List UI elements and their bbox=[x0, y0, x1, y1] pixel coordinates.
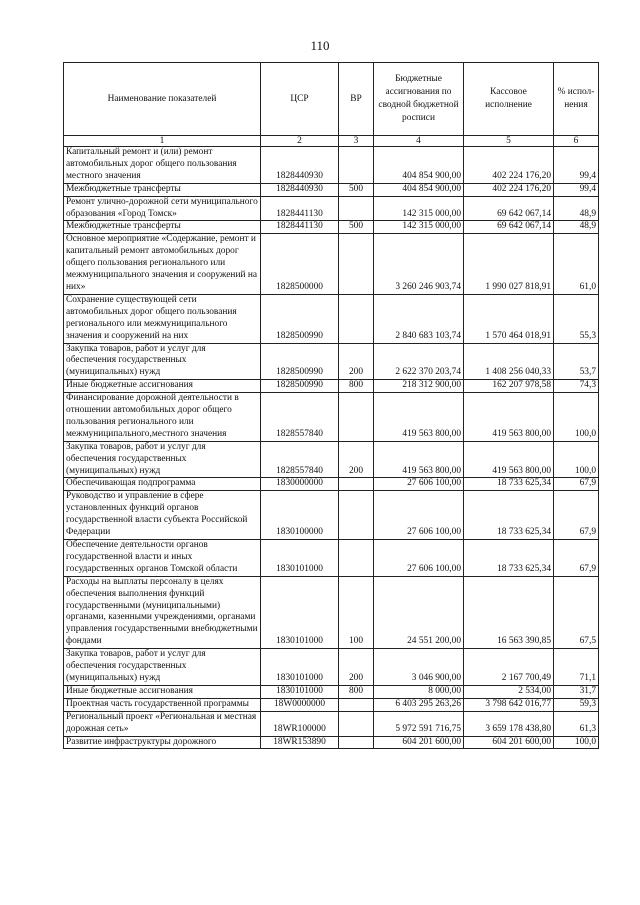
table-row bbox=[64, 343, 599, 380]
row-vr-cell: 200 bbox=[339, 441, 374, 478]
column-number-row bbox=[64, 136, 599, 147]
column-number: 5 bbox=[464, 136, 554, 147]
row-csr-cell: 1830101000 bbox=[261, 576, 339, 648]
column-number: 2 bbox=[261, 136, 339, 147]
row-name-cell: Межбюджетные трансферты bbox=[64, 221, 261, 234]
header-pct: % испол-нения bbox=[554, 63, 599, 136]
row-budget-cell: 5 972 591 716,75 bbox=[374, 711, 464, 736]
row-csr-cell: 1828440930 bbox=[261, 183, 339, 196]
row-pct-cell: 61,3 bbox=[554, 711, 599, 736]
row-vr-cell bbox=[339, 540, 374, 577]
row-pct-cell: 61,0 bbox=[554, 234, 599, 295]
row-cash-cell: 2 167 700,49 bbox=[464, 649, 554, 686]
row-csr-cell: 1828441130 bbox=[261, 221, 339, 234]
table-row bbox=[64, 711, 599, 736]
row-cash-cell: 2 534,00 bbox=[464, 685, 554, 698]
header-budget: Бюджетные ассигнования по сводной бюджетной росписи bbox=[374, 63, 464, 136]
row-pct-cell: 48,9 bbox=[554, 196, 599, 221]
row-vr-cell: 200 bbox=[339, 343, 374, 380]
row-csr-cell: 1830101000 bbox=[261, 649, 339, 686]
row-vr-cell: 800 bbox=[339, 685, 374, 698]
row-csr-cell: 1830101000 bbox=[261, 685, 339, 698]
row-cash-cell: 604 201 600,00 bbox=[464, 736, 554, 749]
row-pct-cell: 67,9 bbox=[554, 491, 599, 540]
table-row bbox=[64, 576, 599, 648]
row-vr-cell bbox=[339, 698, 374, 711]
row-vr-cell: 800 bbox=[339, 380, 374, 393]
row-pct-cell: 48,9 bbox=[554, 221, 599, 234]
row-name-cell: Проектная часть государственной программы bbox=[64, 698, 261, 711]
header-cash: Кассовое исполнение bbox=[464, 63, 554, 136]
row-cash-cell: 3 659 178 438,80 bbox=[464, 711, 554, 736]
row-name-cell: Расходы на выплаты персоналу в целях обеспечения выполнения функций государственными (муниципальными) органами, казенными учреждениями, органами управления государственными внебюджетными фондами bbox=[64, 576, 261, 648]
table-row bbox=[64, 649, 599, 686]
row-budget-cell: 3 046 900,00 bbox=[374, 649, 464, 686]
row-vr-cell bbox=[339, 393, 374, 442]
row-csr-cell: 1828557840 bbox=[261, 441, 339, 478]
row-vr-cell: 500 bbox=[339, 183, 374, 196]
table-row bbox=[64, 380, 599, 393]
table-row bbox=[64, 234, 599, 295]
table-header-row bbox=[64, 63, 599, 136]
row-budget-cell: 6 403 295 263,26 bbox=[374, 698, 464, 711]
row-budget-cell: 142 315 000,00 bbox=[374, 221, 464, 234]
row-pct-cell: 71,1 bbox=[554, 649, 599, 686]
row-cash-cell: 16 563 390,85 bbox=[464, 576, 554, 648]
row-cash-cell: 162 207 978,58 bbox=[464, 380, 554, 393]
row-vr-cell bbox=[339, 491, 374, 540]
budget-execution-table bbox=[63, 62, 599, 749]
row-budget-cell: 419 563 800,00 bbox=[374, 441, 464, 478]
row-pct-cell: 55,3 bbox=[554, 294, 599, 343]
row-pct-cell: 99,4 bbox=[554, 147, 599, 184]
row-cash-cell: 402 224 176,20 bbox=[464, 147, 554, 184]
column-number: 1 bbox=[64, 136, 261, 147]
row-csr-cell: 1828440930 bbox=[261, 147, 339, 184]
row-budget-cell: 27 606 100,00 bbox=[374, 540, 464, 577]
row-pct-cell: 67,5 bbox=[554, 576, 599, 648]
row-csr-cell: 1830101000 bbox=[261, 540, 339, 577]
row-cash-cell: 419 563 800,00 bbox=[464, 441, 554, 478]
table-row bbox=[64, 736, 599, 749]
row-name-cell: Основное мероприятие «Содержание, ремонт и капитальный ремонт автомобильных дорог общего пользования регионального или межмуниципального значения и сооружений на них» bbox=[64, 234, 261, 295]
row-name-cell: Руководство и управление в сфере установленных функций органов государственной власти субъекта Российской Федерации bbox=[64, 491, 261, 540]
row-cash-cell: 3 798 642 016,77 bbox=[464, 698, 554, 711]
row-budget-cell: 27 606 100,00 bbox=[374, 478, 464, 491]
row-cash-cell: 1 570 464 018,91 bbox=[464, 294, 554, 343]
row-vr-cell bbox=[339, 234, 374, 295]
row-cash-cell: 402 224 176,20 bbox=[464, 183, 554, 196]
row-csr-cell: 1830100000 bbox=[261, 491, 339, 540]
row-cash-cell: 69 642 067,14 bbox=[464, 221, 554, 234]
row-vr-cell: 500 bbox=[339, 221, 374, 234]
row-budget-cell: 3 260 246 903,74 bbox=[374, 234, 464, 295]
row-vr-cell bbox=[339, 478, 374, 491]
row-pct-cell: 67,9 bbox=[554, 540, 599, 577]
table-row bbox=[64, 183, 599, 196]
row-pct-cell: 99,4 bbox=[554, 183, 599, 196]
row-vr-cell bbox=[339, 736, 374, 749]
row-name-cell: Обеспечивающая подпрограмма bbox=[64, 478, 261, 491]
row-cash-cell: 1 990 027 818,91 bbox=[464, 234, 554, 295]
row-budget-cell: 2 622 370 203,74 bbox=[374, 343, 464, 380]
row-budget-cell: 27 606 100,00 bbox=[374, 491, 464, 540]
row-budget-cell: 404 854 900,00 bbox=[374, 183, 464, 196]
row-pct-cell: 100,0 bbox=[554, 393, 599, 442]
row-csr-cell: 18WR100000 bbox=[261, 711, 339, 736]
row-name-cell: Закупка товаров, работ и услуг для обеспечения государственных (муниципальных) нужд bbox=[64, 649, 261, 686]
row-name-cell: Региональный проект «Региональная и местная дорожная сеть» bbox=[64, 711, 261, 736]
row-vr-cell bbox=[339, 711, 374, 736]
row-name-cell: Капитальный ремонт и (или) ремонт автомобильных дорог общего пользования местного значения bbox=[64, 147, 261, 184]
row-name-cell: Закупка товаров, работ и услуг для обеспечения государственных (муниципальных) нужд bbox=[64, 441, 261, 478]
row-budget-cell: 218 312 900,00 bbox=[374, 380, 464, 393]
row-name-cell: Межбюджетные трансферты bbox=[64, 183, 261, 196]
row-csr-cell: 1828500990 bbox=[261, 343, 339, 380]
table-row bbox=[64, 491, 599, 540]
table-row bbox=[64, 196, 599, 221]
row-csr-cell: 18W0000000 bbox=[261, 698, 339, 711]
row-csr-cell: 1828500000 bbox=[261, 234, 339, 295]
row-vr-cell: 100 bbox=[339, 576, 374, 648]
row-vr-cell bbox=[339, 147, 374, 184]
table-row bbox=[64, 147, 599, 184]
row-name-cell: Закупка товаров, работ и услуг для обеспечения государственных (муниципальных) нужд bbox=[64, 343, 261, 380]
header-vr: ВР bbox=[339, 63, 374, 136]
row-cash-cell: 18 733 625,34 bbox=[464, 478, 554, 491]
row-budget-cell: 142 315 000,00 bbox=[374, 196, 464, 221]
row-budget-cell: 604 201 600,00 bbox=[374, 736, 464, 749]
row-cash-cell: 18 733 625,34 bbox=[464, 540, 554, 577]
row-pct-cell: 67,9 bbox=[554, 478, 599, 491]
row-name-cell: Финансирование дорожной деятельности в отношении автомобильных дорог общего пользования регионального или межмуниципального,местного значения bbox=[64, 393, 261, 442]
row-name-cell: Развитие инфраструктуры дорожного bbox=[64, 736, 261, 749]
row-pct-cell: 59,3 bbox=[554, 698, 599, 711]
row-budget-cell: 404 854 900,00 bbox=[374, 147, 464, 184]
column-number: 4 bbox=[374, 136, 464, 147]
table-row bbox=[64, 540, 599, 577]
table-row bbox=[64, 294, 599, 343]
row-csr-cell: 1828500990 bbox=[261, 380, 339, 393]
row-budget-cell: 8 000,00 bbox=[374, 685, 464, 698]
row-pct-cell: 31,7 bbox=[554, 685, 599, 698]
row-csr-cell: 1828557840 bbox=[261, 393, 339, 442]
column-number: 3 bbox=[339, 136, 374, 147]
row-name-cell: Сохранение существующей сети автомобильных дорог общего пользования регионального или межмуниципального значения и сооружений на них bbox=[64, 294, 261, 343]
row-pct-cell: 100,0 bbox=[554, 736, 599, 749]
column-number: 6 bbox=[554, 136, 599, 147]
table-row bbox=[64, 478, 599, 491]
table-row bbox=[64, 685, 599, 698]
table-body bbox=[64, 136, 599, 749]
row-cash-cell: 69 642 067,14 bbox=[464, 196, 554, 221]
row-csr-cell: 1830000000 bbox=[261, 478, 339, 491]
row-vr-cell bbox=[339, 294, 374, 343]
header-csr: ЦСР bbox=[261, 63, 339, 136]
row-vr-cell bbox=[339, 196, 374, 221]
table-row bbox=[64, 698, 599, 711]
row-budget-cell: 24 551 200,00 bbox=[374, 576, 464, 648]
row-pct-cell: 53,7 bbox=[554, 343, 599, 380]
row-cash-cell: 18 733 625,34 bbox=[464, 491, 554, 540]
table-row bbox=[64, 393, 599, 442]
row-name-cell: Обеспечение деятельности органов государственной власти и иных государственных органов Томской области bbox=[64, 540, 261, 577]
table-row bbox=[64, 221, 599, 234]
row-pct-cell: 100,0 bbox=[554, 441, 599, 478]
row-budget-cell: 419 563 800,00 bbox=[374, 393, 464, 442]
row-vr-cell: 200 bbox=[339, 649, 374, 686]
header-name: Наименование показателей bbox=[64, 63, 261, 136]
row-cash-cell: 1 408 256 040,33 bbox=[464, 343, 554, 380]
row-csr-cell: 1828500990 bbox=[261, 294, 339, 343]
row-csr-cell: 1828441130 bbox=[261, 196, 339, 221]
row-name-cell: Иные бюджетные ассигнования bbox=[64, 380, 261, 393]
row-name-cell: Ремонт улично-дорожной сети муниципального образования «Город Томск» bbox=[64, 196, 261, 221]
table-row bbox=[64, 441, 599, 478]
row-csr-cell: 18WR153890 bbox=[261, 736, 339, 749]
row-cash-cell: 419 563 800,00 bbox=[464, 393, 554, 442]
page-number: 110 bbox=[310, 38, 330, 53]
row-name-cell: Иные бюджетные ассигнования bbox=[64, 685, 261, 698]
row-budget-cell: 2 840 683 103,74 bbox=[374, 294, 464, 343]
row-pct-cell: 74,3 bbox=[554, 380, 599, 393]
